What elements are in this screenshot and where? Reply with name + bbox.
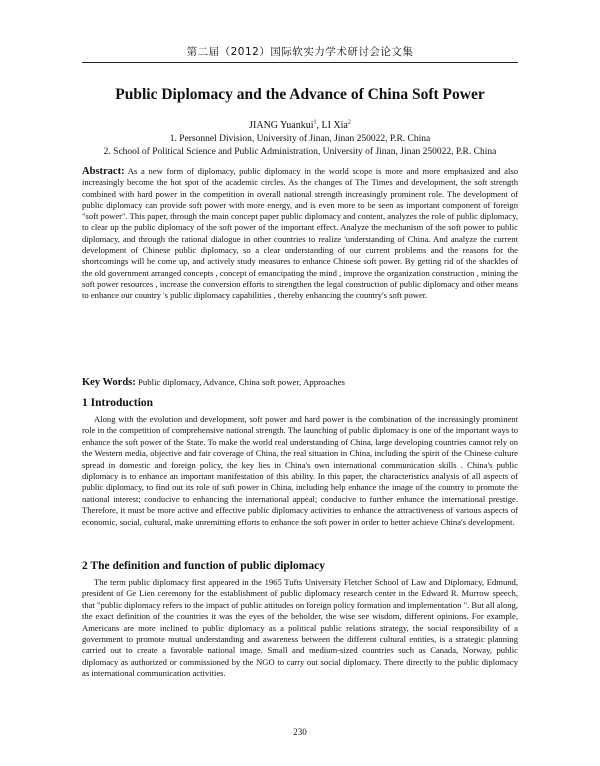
section-heading: 1 Introduction	[82, 397, 154, 409]
author-affiliation-mark: 2	[347, 119, 351, 126]
keywords-label: Key Words:	[82, 377, 136, 388]
section-paragraph: The term public diplomacy first appeared in the 1965 Tufts University Fletcher School of Law and Diplomacy, Edmund, president of Ge Lien ceremony for the establishment of public diplomacy research center in the Edward R. Murrow speech, that "public diplomacy refers to the impact of public attitudes on foreign policy formation and implementation ". But all along, the exact definition of the countries it was the eyes of the beholder, the wise see wisdom, different opinions. For example, Americans are more inclined to public diplomacy as a political public relations strategy, the social responsibility of a government to promote mutual understanding and awareness between the different cultural entities, is a strategic planning carried out to create a favorable national image. Small and medium-sized countries such as Canada, Norway, public diplomacy as authorized or commissioned by the NGO to carry out social diplomacy. There directly to the public diplomacy as international communication activities.	[82, 577, 518, 679]
paper-title: Public Diplomacy and the Advance of China Soft Power	[115, 86, 485, 103]
section-heading: 2 The definition and function of public diplomacy	[82, 560, 325, 572]
author-name: LI Xia	[321, 120, 348, 131]
author-name: JIANG Yuankui	[249, 120, 314, 131]
author-separator: ,	[316, 120, 322, 131]
abstract-label: Abstract:	[82, 166, 125, 177]
affiliation: 1. Personnel Division, University of Jinan, Jinan 250022, P.R. China	[169, 134, 431, 144]
author-affiliation-mark: 1	[313, 119, 317, 126]
section-paragraph: Along with the evolution and development, soft power and hard power is the combination of the increasingly prominent role in the competition of comprehensive national strength. The launching of public diplomacy is one of the important ways to enhance the soft power of the State. To make the world real understanding of China, large developing countries cannot rely on the Western media, objective and fair coverage of China, the real situation in China, including the spirit of the Chinese culture spread in domestic and foreign policy, the key lies in China's own international communication skills . China's public diplomacy is to enhance an important manifestation of this ability. In this paper, the characteristics analysis of all aspects of public diplomacy, to find out its role of soft power in China, including help enhance the image of the country to promote the national interest; conducive to enhancing the international appeal; conducive to further enhance the international prestige. Therefore, it must be more active and effective public diplomacy activities to enhance the attractiveness of various aspects of economic, social, cultural, make unremitting efforts to enhance the soft power in order to better achieve China's development.	[82, 414, 518, 527]
running-header: 第二届（2012）国际软实力学术研讨会论文集	[186, 46, 414, 58]
keywords-text: Public diplomacy, Advance, China soft power, Approaches	[137, 377, 345, 387]
abstract-text: As a new form of diplomacy, public diplomacy in the world scope is more and more emphasized and also increasingly become the hot spot of the academic circles. As the changes of The Times and development, the soft strength combined with hard power in the competition in overall national strength increasingly prominent role. The development of public diplomacy can provide soft power with more energy, and is even more to be seen as important component of foreign "soft power". This paper, through the main concept paper public diplomacy and content, analyzes the role of public diplomacy, to clear up the public diplomacy of the soft power of the important effect. Analyze the mechanism of the soft power to public diplomacy, and through the rational dialogue in other countries to realize 'understanding of China. And analyze the current development of Chinese public diplomacy, so a clear understanding of our current problems and the reasons for the shortcomings will be come up, and actively study measures to enhance Chinese soft power. By getting rid of the shackles of the old government arranged concepts , concept of emancipating the mind , improve the organization construction , mining the soft power resources , increase the conversion efforts to strengthen the legal construction of public diplomacy and other means to enhance our country 's public diplomacy capabilities , thereby enhancing the country's soft power.	[82, 166, 518, 301]
page-number: 230	[293, 727, 307, 737]
author-line	[82, 120, 518, 131]
affiliation: 2. School of Political Science and Public Administration, University of Jinan, Jinan 250022, P.R. China	[103, 147, 497, 157]
header-rule	[82, 62, 518, 63]
abstract	[82, 166, 518, 302]
keywords	[82, 377, 518, 388]
